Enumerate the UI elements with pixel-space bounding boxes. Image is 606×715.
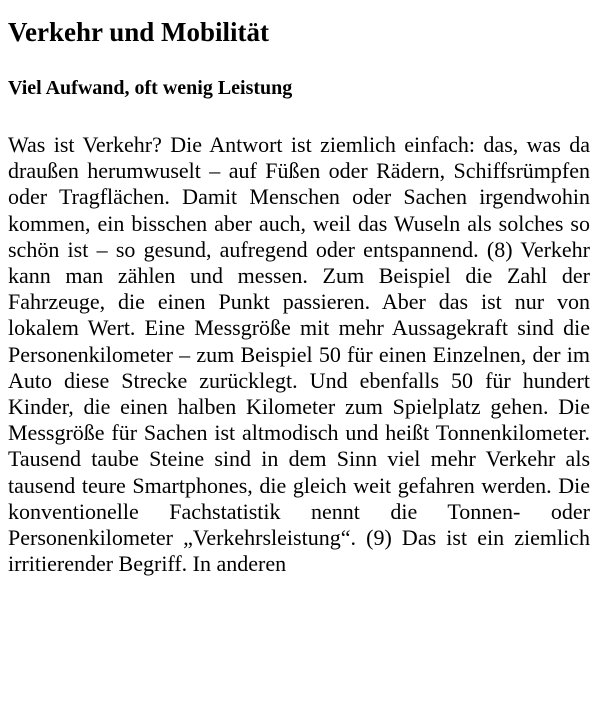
body-paragraph: Was ist Verkehr? Die Antwort ist ziemlich einfach: das, was da draußen herumwuselt – auf Füßen oder Rädern, Schiffsrümpfen oder Tragflächen. Damit Menschen oder Sachen irgendwohin kommen, ein bisschen aber auch, weil das Wuseln als solches so schön ist – so gesund, aufregend oder entspannend. (8) Verkehr kann man zählen und messen. Zum Beispiel die Zahl der Fahrzeuge, die einen Punkt passieren. Aber das ist nur von lokalem Wert. Eine Messgröße mit mehr Aussagekraft sind die Personenkilometer – zum Beispiel 50 für einen Einzelnen, der im Auto diese Strecke zurücklegt. Und ebenfalls 50 für hundert Kinder, die einen halben Kilometer zum Spielplatz gehen. Die Messgröße für Sachen ist altmodisch und heißt Tonnenkilometer. Tausend taube Steine sind in dem Sinn viel mehr Verkehr als tausend teure Smartphones, die gleich weit gefahren werden. Die konventionelle Fachstatistik nennt die Tonnen- oder Personenkilometer „Verkehrsleistung“. (9) Das ist ein ziemlich irritierender Begriff. In anderen [8,132,590,577]
section-subtitle: Viel Aufwand, oft wenig Leistung [8,77,293,99]
page-title: Verkehr und Mobilität [8,17,270,47]
